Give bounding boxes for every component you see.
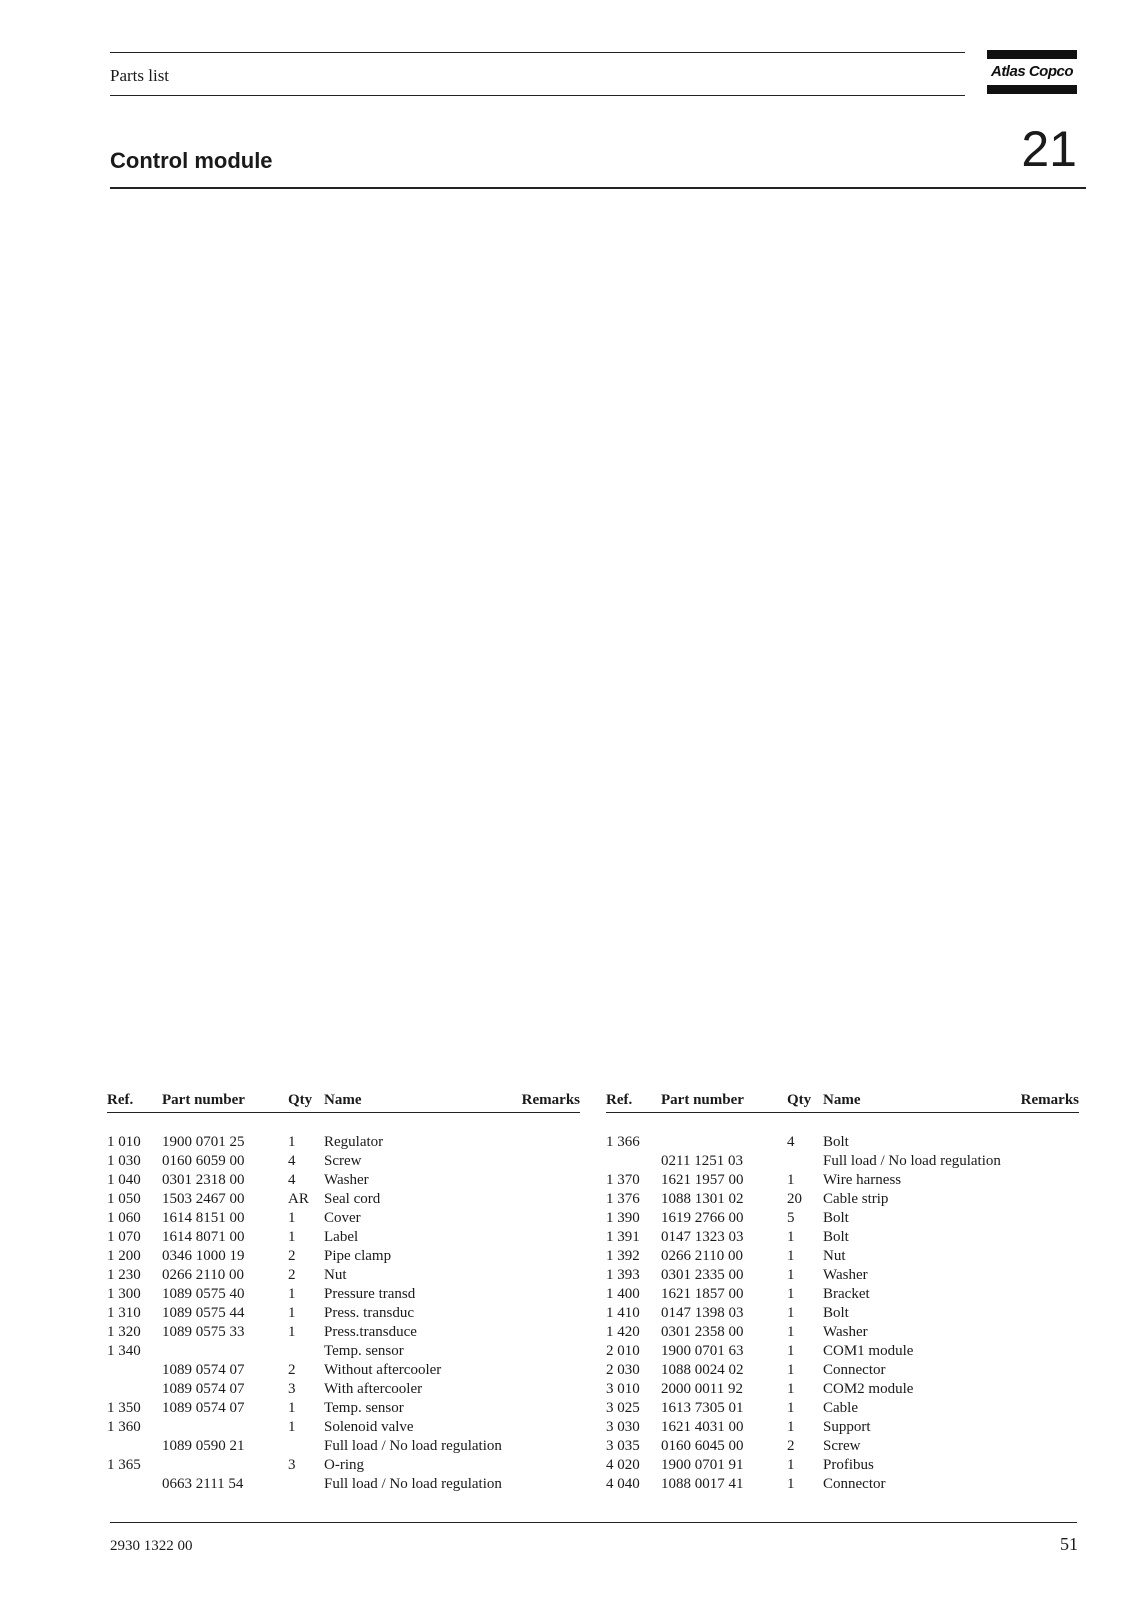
cell-qty: 1 <box>787 1324 795 1340</box>
cell-qty: 4 <box>288 1172 296 1188</box>
header-top-rule <box>110 52 965 53</box>
cell-part: 1088 0024 02 <box>661 1362 744 1378</box>
cell-ref: 1 376 <box>606 1191 640 1207</box>
cell-part: 0147 1323 03 <box>661 1229 744 1245</box>
cell-name: Full load / No load regulation <box>324 1476 502 1492</box>
cell-name: Bracket <box>823 1286 870 1302</box>
cell-name: Nut <box>823 1248 846 1264</box>
col-remarks-header: Remarks <box>1020 1092 1079 1108</box>
cell-part: 0346 1000 19 <box>162 1248 245 1264</box>
cell-ref: 1 200 <box>107 1248 141 1264</box>
cell-part: 1089 0574 07 <box>162 1362 245 1378</box>
cell-part: 1621 4031 00 <box>661 1419 744 1435</box>
cell-qty: 1 <box>288 1400 296 1416</box>
document-code: 2930 1322 00 <box>110 1538 193 1554</box>
parts-table-right <box>606 1092 1079 1492</box>
cell-name: Wire harness <box>823 1172 902 1188</box>
cell-qty: 2 <box>288 1248 296 1264</box>
col-part-header: Part number <box>162 1092 245 1108</box>
col-part-header: Part number <box>661 1092 744 1108</box>
cell-qty: 1 <box>787 1229 795 1245</box>
cell-part: 1621 1957 00 <box>661 1172 744 1188</box>
cell-name: Temp. sensor <box>324 1343 404 1359</box>
cell-name: With aftercooler <box>324 1381 423 1397</box>
cell-part: 1613 7305 01 <box>661 1400 744 1416</box>
header-label: Parts list <box>110 66 170 85</box>
cell-ref: 1 390 <box>606 1210 640 1226</box>
cell-qty: 3 <box>288 1381 296 1397</box>
cell-part: 1503 2467 00 <box>162 1191 245 1207</box>
cell-ref: 1 070 <box>107 1229 141 1245</box>
cell-ref: 3 035 <box>606 1438 640 1454</box>
cell-name: Cable <box>823 1400 858 1416</box>
cell-part: 2000 0011 92 <box>661 1381 743 1397</box>
cell-ref: 1 420 <box>606 1324 640 1340</box>
cell-qty: 1 <box>787 1419 795 1435</box>
cell-name: Nut <box>324 1267 347 1283</box>
table-header-left <box>107 1092 580 1112</box>
cell-ref: 1 391 <box>606 1229 640 1245</box>
page-number: 51 <box>1060 1534 1078 1554</box>
cell-qty: 4 <box>288 1153 296 1169</box>
cell-qty: AR <box>288 1191 309 1207</box>
cell-part: 0301 2318 00 <box>162 1172 245 1188</box>
cell-ref: 2 030 <box>606 1362 640 1378</box>
cell-name: Connector <box>823 1362 886 1378</box>
cell-ref: 1 360 <box>107 1419 141 1435</box>
cell-name: Washer <box>324 1172 369 1188</box>
cell-part: 0160 6045 00 <box>661 1438 744 1454</box>
cell-ref: 1 350 <box>107 1400 141 1416</box>
cell-qty: 1 <box>787 1457 795 1473</box>
cell-part: 1089 0575 33 <box>162 1324 245 1340</box>
cell-qty: 1 <box>787 1267 795 1283</box>
cell-name: Support <box>823 1419 871 1435</box>
cell-part: 0160 6059 00 <box>162 1153 245 1169</box>
cell-qty: 1 <box>787 1172 795 1188</box>
header-bottom-rule <box>110 95 965 96</box>
cell-name: Regulator <box>324 1134 384 1150</box>
cell-name: Pipe clamp <box>324 1248 392 1264</box>
cell-name: Solenoid valve <box>324 1419 414 1435</box>
cell-ref: 1 010 <box>107 1134 141 1150</box>
logo-bottom-bar <box>987 85 1077 94</box>
cell-part: 1614 8151 00 <box>162 1210 245 1226</box>
cell-ref: 1 050 <box>107 1191 141 1207</box>
cell-name: Seal cord <box>324 1191 381 1207</box>
cell-name: Pressure transd <box>324 1286 416 1302</box>
cell-part: 1619 2766 00 <box>661 1210 744 1226</box>
cell-qty: 1 <box>288 1419 296 1435</box>
cell-part: 1089 0574 07 <box>162 1381 245 1397</box>
cell-ref: 1 320 <box>107 1324 141 1340</box>
cell-part: 1900 0701 63 <box>661 1343 744 1359</box>
cell-name: Label <box>324 1229 359 1245</box>
cell-name: COM1 module <box>823 1343 914 1359</box>
cell-ref: 1 040 <box>107 1172 141 1188</box>
cell-name: Cable strip <box>823 1191 889 1207</box>
cell-qty: 2 <box>787 1438 795 1454</box>
cell-part: 0147 1398 03 <box>661 1305 744 1321</box>
cell-name: Full load / No load regulation <box>324 1438 502 1454</box>
table-header-right <box>606 1092 1079 1112</box>
cell-part: 1088 0017 41 <box>661 1476 744 1492</box>
table-header-rule-left <box>107 1112 580 1113</box>
col-remarks-header: Remarks <box>521 1092 580 1108</box>
cell-qty: 1 <box>787 1248 795 1264</box>
cell-part: 1089 0575 40 <box>162 1286 245 1302</box>
cell-name: Press.transduce <box>324 1324 417 1340</box>
cell-qty: 1 <box>288 1229 296 1245</box>
cell-qty: 3 <box>288 1457 296 1473</box>
cell-ref: 2 010 <box>606 1343 640 1359</box>
cell-part: 0301 2358 00 <box>661 1324 744 1340</box>
cell-ref: 1 370 <box>606 1172 640 1188</box>
cell-part: 0663 2111 54 <box>162 1476 244 1492</box>
cell-qty: 1 <box>787 1343 795 1359</box>
cell-ref: 1 365 <box>107 1457 141 1473</box>
cell-part: 1089 0575 44 <box>162 1305 245 1321</box>
cell-qty: 20 <box>787 1191 802 1207</box>
logo-text: Atlas Copco <box>990 63 1073 80</box>
cell-ref: 1 030 <box>107 1153 141 1169</box>
table-header-rule-right <box>606 1112 1079 1113</box>
cell-name: O-ring <box>324 1457 364 1473</box>
cell-part: 0266 2110 00 <box>661 1248 743 1264</box>
cell-ref: 1 400 <box>606 1286 640 1302</box>
cell-name: Bolt <box>823 1210 849 1226</box>
cell-name: Screw <box>324 1153 362 1169</box>
brand-logo <box>987 50 1077 94</box>
cell-qty: 1 <box>787 1286 795 1302</box>
col-name-header: Name <box>823 1092 861 1108</box>
cell-qty: 4 <box>787 1134 795 1150</box>
section-number: 21 <box>1021 121 1077 177</box>
cell-name: Bolt <box>823 1305 849 1321</box>
col-ref-header: Ref. <box>606 1092 633 1108</box>
cell-name: Full load / No load regulation <box>823 1153 1001 1169</box>
cell-ref: 3 025 <box>606 1400 640 1416</box>
col-ref-header: Ref. <box>107 1092 134 1108</box>
cell-ref: 3 030 <box>606 1419 640 1435</box>
col-qty-header: Qty <box>288 1092 313 1108</box>
cell-ref: 1 340 <box>107 1343 141 1359</box>
cell-part: 1614 8071 00 <box>162 1229 245 1245</box>
cell-part: 0266 2110 00 <box>162 1267 244 1283</box>
cell-ref: 3 010 <box>606 1381 640 1397</box>
cell-part: 1089 0574 07 <box>162 1400 245 1416</box>
cell-ref: 1 366 <box>606 1134 640 1150</box>
cell-qty: 1 <box>288 1210 296 1226</box>
cell-name: Temp. sensor <box>324 1400 404 1416</box>
cell-ref: 1 300 <box>107 1286 141 1302</box>
cell-name: Washer <box>823 1267 868 1283</box>
cell-ref: 1 392 <box>606 1248 640 1264</box>
cell-name: Bolt <box>823 1134 849 1150</box>
cell-ref: 1 060 <box>107 1210 141 1226</box>
logo-top-bar <box>987 50 1077 59</box>
cell-part: 1900 0701 25 <box>162 1134 245 1150</box>
cell-qty: 1 <box>787 1305 795 1321</box>
cell-qty: 5 <box>787 1210 795 1226</box>
cell-ref: 4 040 <box>606 1476 640 1492</box>
cell-qty: 1 <box>288 1134 296 1150</box>
cell-qty: 1 <box>288 1286 296 1302</box>
cell-ref: 1 310 <box>107 1305 141 1321</box>
cell-name: Screw <box>823 1438 861 1454</box>
cell-name: Washer <box>823 1324 868 1340</box>
cell-qty: 1 <box>787 1362 795 1378</box>
cell-qty: 1 <box>288 1324 296 1340</box>
cell-name: Without aftercooler <box>324 1362 442 1378</box>
cell-name: Cover <box>324 1210 361 1226</box>
cell-ref: 4 020 <box>606 1457 640 1473</box>
cell-part: 1089 0590 21 <box>162 1438 245 1454</box>
cell-name: Bolt <box>823 1229 849 1245</box>
cell-qty: 1 <box>787 1476 795 1492</box>
cell-qty: 1 <box>787 1400 795 1416</box>
cell-part: 0211 1251 03 <box>661 1153 743 1169</box>
cell-name: COM2 module <box>823 1381 914 1397</box>
cell-ref: 1 393 <box>606 1267 640 1283</box>
cell-part: 1621 1857 00 <box>661 1286 744 1302</box>
section-title: Control module <box>110 148 273 173</box>
col-qty-header: Qty <box>787 1092 812 1108</box>
cell-part: 1900 0701 91 <box>661 1457 744 1473</box>
cell-ref: 1 410 <box>606 1305 640 1321</box>
cell-part: 0301 2335 00 <box>661 1267 744 1283</box>
cell-qty: 2 <box>288 1362 296 1378</box>
cell-qty: 2 <box>288 1267 296 1283</box>
cell-part: 1088 1301 02 <box>661 1191 744 1207</box>
cell-name: Press. transduc <box>324 1305 414 1321</box>
col-name-header: Name <box>324 1092 362 1108</box>
cell-name: Connector <box>823 1476 886 1492</box>
cell-ref: 1 230 <box>107 1267 141 1283</box>
parts-table-left <box>107 1092 580 1492</box>
section-rule <box>110 187 1086 189</box>
cell-name: Profibus <box>823 1457 874 1473</box>
footer-rule <box>110 1522 1077 1523</box>
cell-qty: 1 <box>288 1305 296 1321</box>
cell-qty: 1 <box>787 1381 795 1397</box>
